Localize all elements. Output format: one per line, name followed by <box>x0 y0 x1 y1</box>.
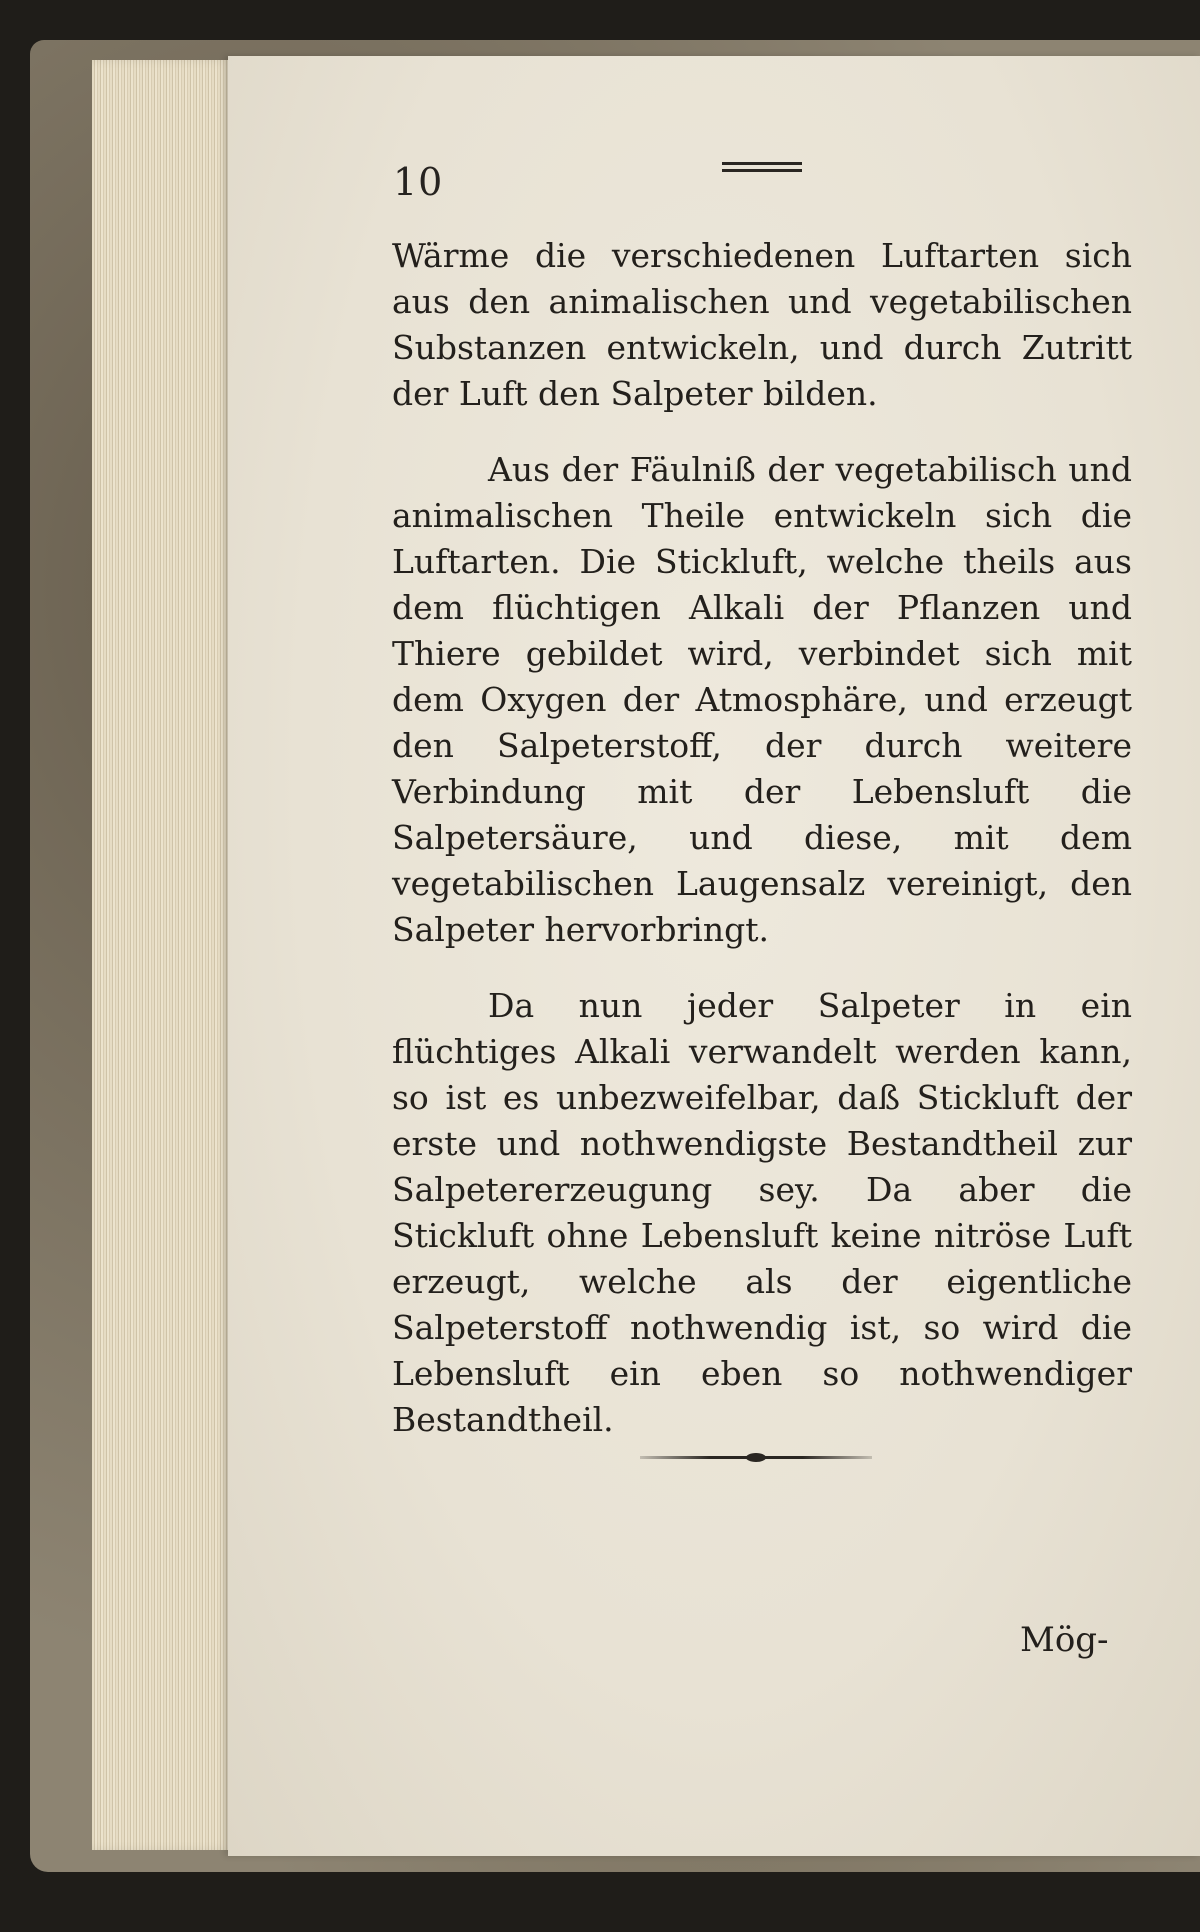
page-body <box>392 233 1132 1443</box>
page-number: 10 <box>393 160 444 204</box>
paragraph-1: Wärme die verschiedenen Luftarten sich aus den animalischen und vegetabilischen Substanzen entwickeln, und durch Zutritt der Luft den Salpeter bilden. <box>392 236 1132 413</box>
end-ornament <box>640 1451 872 1465</box>
page-edges <box>92 60 232 1850</box>
header-rule <box>722 162 802 184</box>
paragraph-3: Da nun jeder Salpeter in ein flüchtiges Alkali verwandelt werden kann, so ist es unbezweifelbar, daß Stickluft der erste und nothwendigste Bestandtheil zur Salpetererzeugung sey. Da aber die Stickluft ohne Lebensluft keine nitröse Luft erzeugt, welche als der eigentliche Salpeterstoff nothwendig ist, so wird die Lebensluft ein eben so nothwendiger Bestandtheil. <box>392 986 1132 1439</box>
catchword: Mög- <box>1020 1620 1109 1660</box>
paragraph-2: Aus der Fäulniß der vegetabilisch und animalischen Theile entwickeln sich die Luftarten. Die Stickluft, welche theils aus dem flüchtigen Alkali der Pflanzen und Thiere gebildet wird, verbindet sich mit dem Oxygen der Atmosphäre, und erzeugt den Salpeterstoff, der durch weitere Verbindung mit der Lebensluft die Salpetersäure, und diese, mit dem vegetabilischen Laugensalz vereinigt, den Salpeter hervorbringt. <box>392 450 1132 949</box>
